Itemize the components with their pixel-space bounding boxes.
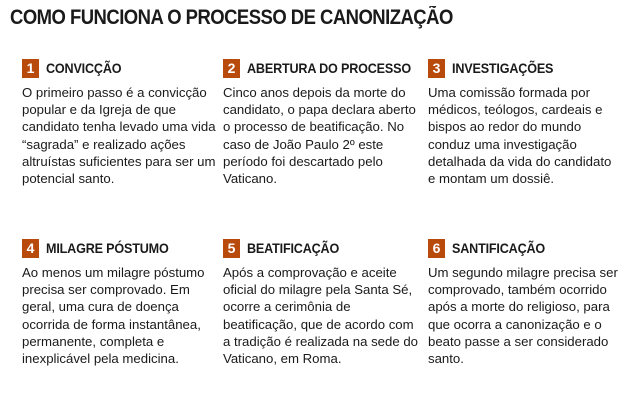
- step-number-badge: 5: [223, 239, 240, 258]
- step-header: [22, 238, 223, 258]
- step-header: [22, 58, 223, 78]
- step-number-badge: 3: [428, 59, 445, 78]
- step-number-badge: 2: [223, 59, 240, 78]
- step-description: Um segundo milagre precisa ser comprovado, também ocorrido após a morte do religioso, para que ocorra a canonização e o beato passe a ser considerado santo.: [428, 265, 618, 367]
- step-2: [223, 58, 428, 238]
- step-5: [223, 238, 428, 408]
- step-title: SANTIFICAÇÃO: [452, 240, 546, 256]
- step-header: [223, 238, 428, 258]
- step-title: CONVICÇÃO: [46, 60, 122, 76]
- step-header: [428, 58, 625, 78]
- step-description: Cinco anos depois da morte do candidato, o papa declara aberto o processo de beatificação. No caso de João Paulo 2º este período foi descartado pelo Vaticano.: [223, 85, 416, 187]
- step-number-badge: 4: [22, 239, 39, 258]
- step-description: O primeiro passo é a convicção popular e da Igreja de que candidato tenha levado uma vida “sagrada” e realizado ações altruístas suficientes para ser um potencial santo.: [22, 85, 216, 187]
- infographic-title: COMO FUNCIONA O PROCESSO DE CANONIZAÇÃO: [10, 6, 453, 29]
- step-description: Após a comprovação e aceite oficial do milagre pela Santa Sé, ocorre a cerimônia de beatificação, que de acordo com a tradição é realizada na sede do Vaticano, em Roma.: [223, 265, 419, 367]
- step-title: INVESTIGAÇÕES: [452, 60, 554, 76]
- step-title: BEATIFICAÇÃO: [247, 240, 340, 256]
- step-4: [22, 238, 223, 408]
- step-title: MILAGRE PÓSTUMO: [46, 240, 169, 256]
- step-3: [428, 58, 625, 238]
- step-description: Ao menos um milagre póstumo precisa ser comprovado. Em geral, uma cura de doença ocorrida de forma instantânea, permanente, completa e inexplicável pela medicina.: [22, 265, 205, 367]
- step-number-badge: 1: [22, 59, 39, 78]
- step-description: Uma comissão formada por médicos, teólogos, cardeais e bispos ao redor do mundo conduz uma investigação detalhada da vida do candidato e montam um dossiê.: [428, 85, 612, 187]
- step-1: [22, 58, 223, 238]
- steps-grid: [22, 58, 625, 408]
- step-header: [428, 238, 625, 258]
- step-6: [428, 238, 625, 408]
- step-title: ABERTURA DO PROCESSO: [247, 60, 411, 76]
- step-number-badge: 6: [428, 239, 445, 258]
- step-header: [223, 58, 428, 78]
